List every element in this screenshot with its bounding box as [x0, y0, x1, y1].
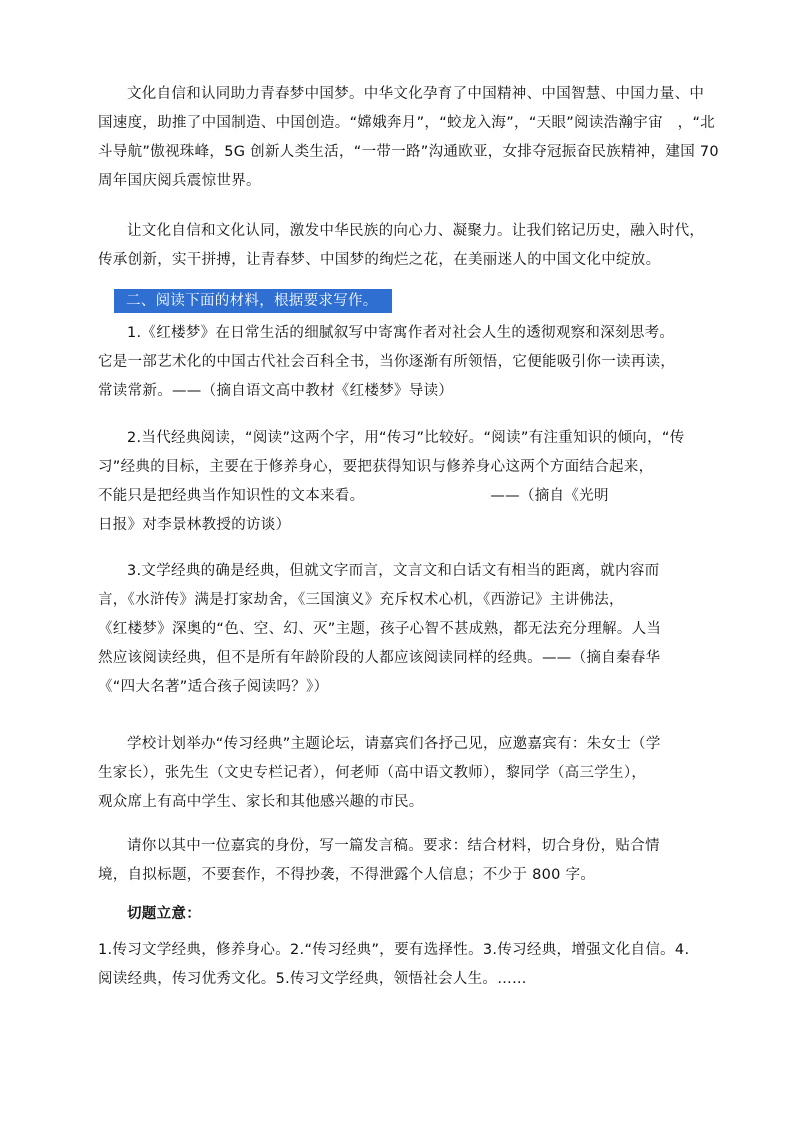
- text-line: 文化自信和认同助力青春梦中国梦。中华文化孕育了中国精神、中国智慧、中国力量、中: [127, 86, 705, 102]
- analysis-points: [98, 936, 708, 994]
- text-line: 3.文学经典的确是经典，但就文字而言，文言文和白话文有相当的距离，就内容而: [127, 563, 660, 579]
- text-line: 阅读经典，传习优秀文化。5.传习文学经典，领悟社会人生。……: [98, 971, 527, 987]
- text-line: 它是一部艺术化的中国古代社会百科全书，当你逐渐有所领悟，它便能吸引你一读再读，: [98, 354, 676, 370]
- material-3: [98, 557, 737, 702]
- text-line: 境，自拟标题，不要套作，不得抄袭，不得泄露个人信息；不少于 800 字。: [98, 867, 596, 883]
- task-context: [98, 730, 737, 817]
- text-line: 常读常新。——（摘自语文高中教材《红楼梦》导读）: [98, 383, 454, 399]
- paragraph-cultural-identity: [98, 217, 737, 275]
- text-line: 周年国庆阅兵震惊世界。: [98, 173, 261, 189]
- analysis-title: 切题立意：: [127, 906, 201, 922]
- text-line: 传承创新，实干拼搏，让青春梦、中国梦的绚烂之花，在美丽迷人的中国文化中绽放。: [98, 252, 661, 268]
- text-line: 习”经典的目标，主要在于修养身心，要把获得知识与修养身心这两个方面结合起来，: [98, 459, 654, 475]
- text-line: 学校计划举办“传习经典”主题论坛，请嘉宾们各抒己见，应邀嘉宾有：朱女士（学: [127, 736, 661, 752]
- text-line: 《“四大名著”适合孩子阅读吗？》）: [98, 679, 329, 695]
- text-line: 请你以其中一位嘉宾的身份，写一篇发言稿。要求：结合材料，切合身份，贴合情: [127, 838, 660, 854]
- text-line: 1.《红楼梦》在日常生活的细腻叙写中寄寓作者对社会人生的透彻观察和深刻思考。: [127, 325, 675, 341]
- material-1: [98, 319, 737, 406]
- material-2: [98, 424, 737, 540]
- text-line: 然应该阅读经典，但不是所有年龄阶段的人都应该阅读同样的经典。——（摘自秦春华: [98, 650, 661, 666]
- text-line: 国速度，助推了中国制造、中国创造。“嫦娥奔月”，“蛟龙入海”，“天眼”阅读浩瀚宇宙 ，“北: [98, 115, 716, 131]
- text-line: 让文化自信和文化认同，激发中华民族的向心力、凝聚力。让我们铭记历史，融入时代，: [127, 223, 705, 239]
- task-requirements: [98, 832, 737, 890]
- text-line: 生家长），张先生（文史专栏记者），何老师（高中语文教师），黎同学（高三学生），: [98, 765, 647, 781]
- text-line: 1.传习文学经典，修养身心。2.“传习经典”，要有选择性。3.传习经典，增强文化自信。4.: [98, 942, 690, 958]
- text-line: 不能只是把经典当作知识性的文本来看。 ——（摘自《光明: [98, 488, 609, 504]
- text-line: 日报》对李景林教授的访谈）: [98, 517, 291, 533]
- section-heading: 二、阅读下面的材料，根据要求写作。: [114, 289, 392, 313]
- text-line: 观众席上有高中学生、家长和其他感兴趣的市民。: [98, 794, 424, 810]
- paragraph-culture-confidence: [98, 80, 737, 196]
- text-line: 斗导航”傲视珠峰，5G 创新人类生活，“一带一路”沟通欧亚，女排夺冠振奋民族精神，建国 70: [98, 144, 719, 160]
- text-line: 《红楼梦》深奥的“色、空、幻、灭”主题，孩子心智不甚成熟，都无法充分理解。人当: [98, 621, 662, 637]
- text-line: 2.当代经典阅读，“阅读”这两个字，用“传习”比较好。“阅读”有注重知识的倾向，“传: [127, 430, 685, 446]
- text-line: 言，《水浒传》满是打家劫舍，《三国演义》充斥权术心机，《西游记》主讲佛法，: [98, 592, 624, 608]
